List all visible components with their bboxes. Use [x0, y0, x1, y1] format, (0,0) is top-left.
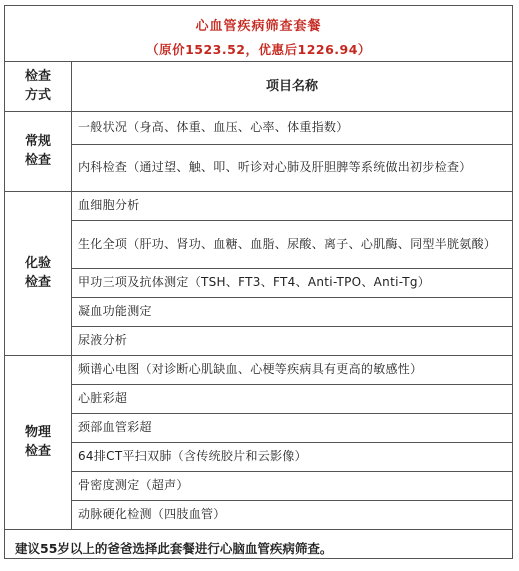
header-item-name: 项目名称	[72, 62, 513, 111]
table-row	[5, 471, 512, 500]
item-cell: 颈部血管彩超	[72, 413, 513, 442]
item-cell: 甲功三项及抗体测定（TSH、FT3、FT4、Anti-TPO、Anti-Tg）	[72, 268, 513, 297]
table-row	[5, 111, 512, 144]
table-row	[5, 191, 512, 220]
table-row	[5, 413, 512, 442]
item-cell: 动脉硬化检测（四肢血管）	[72, 500, 513, 529]
table-row	[5, 384, 512, 413]
items-table	[5, 62, 512, 530]
table-header-row	[5, 62, 512, 111]
recommendation-note: 建议55岁以上的爸爸选择此套餐进行心脑血管疾病筛查。	[15, 540, 333, 556]
table-row	[5, 220, 512, 268]
table-row	[5, 297, 512, 326]
table-row	[5, 326, 512, 355]
method-lab: 化验 检查	[5, 191, 72, 355]
table-row	[5, 500, 512, 529]
screening-package-table	[4, 5, 513, 559]
item-cell: 内科检查（通过望、触、叩、听诊对心肺及肝胆脾等系统做出初步检查）	[72, 144, 513, 191]
item-cell: 心脏彩超	[72, 384, 513, 413]
item-cell: 一般状况（身高、体重、血压、心率、体重指数）	[72, 111, 513, 144]
table-row	[5, 144, 512, 191]
table-row	[5, 442, 512, 471]
title-block	[5, 6, 512, 62]
method-routine: 常规 检查	[5, 111, 72, 191]
package-price: （原价1523.52，优惠后1226.94）	[146, 42, 371, 57]
item-cell: 尿液分析	[72, 326, 513, 355]
item-cell: 凝血功能测定	[72, 297, 513, 326]
table-row	[5, 268, 512, 297]
package-title: 心血管疾病筛查套餐	[195, 19, 322, 34]
header-method: 检查 方式	[5, 62, 72, 111]
item-cell: 频谱心电图（对诊断心肌缺血、心梗等疾病具有更高的敏感性）	[72, 355, 513, 384]
item-cell: 骨密度测定（超声）	[72, 471, 513, 500]
item-cell: 血细胞分析	[72, 191, 513, 220]
item-cell: 生化全项（肝功、肾功、血糖、血脂、尿酸、离子、心肌酶、同型半胱氨酸）	[72, 220, 513, 268]
method-physical: 物理 检查	[5, 355, 72, 529]
table-row	[5, 355, 512, 384]
item-cell: 64排CT平扫双肺（含传统胶片和云影像）	[72, 442, 513, 471]
